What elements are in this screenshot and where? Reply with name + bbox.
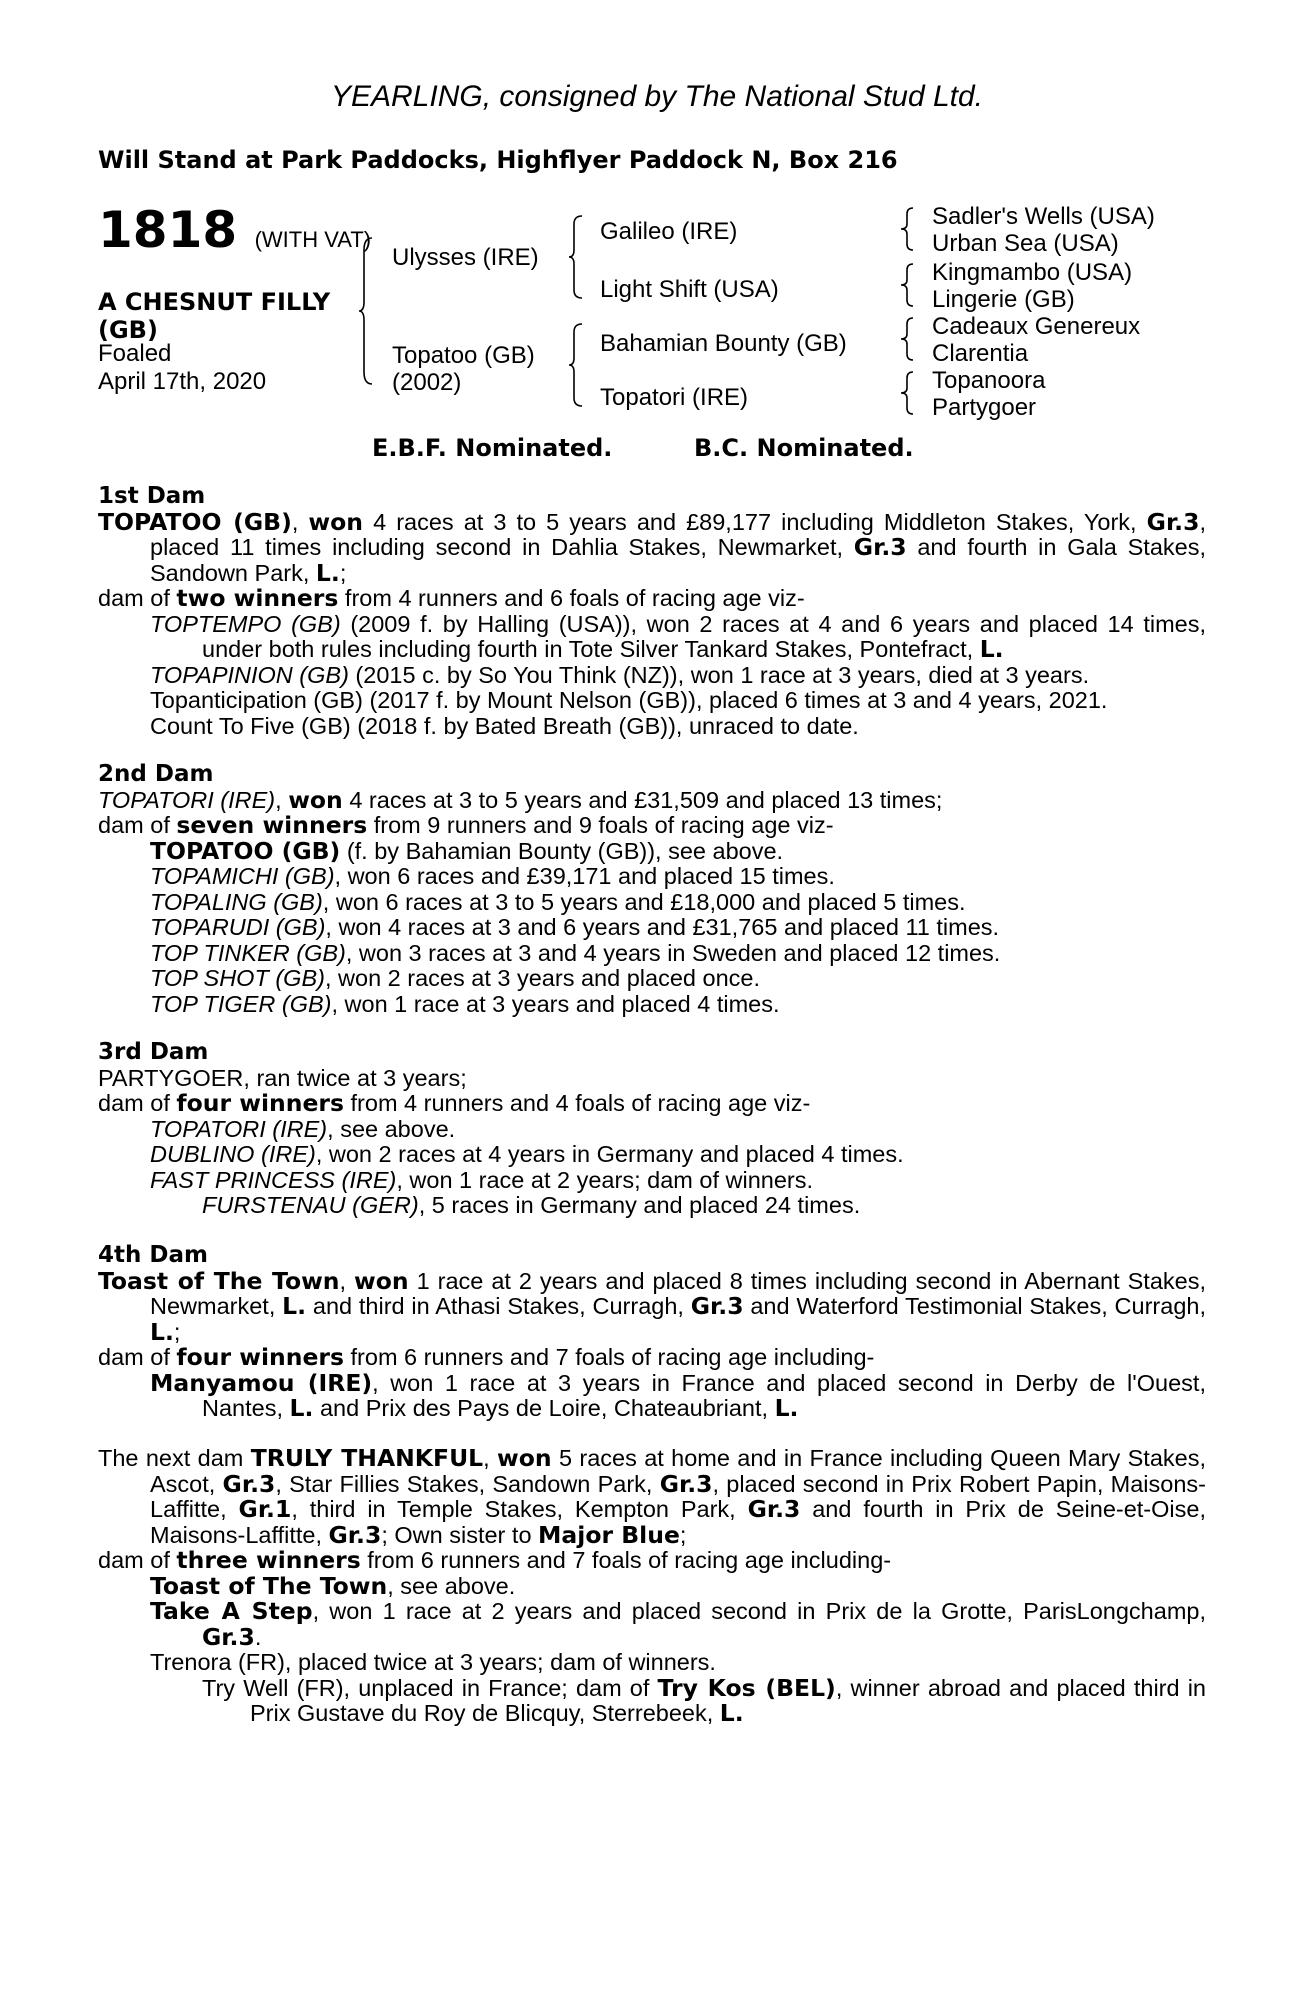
next-dam-produce-1: Toast of The Town, see above. (150, 1571, 516, 1600)
pedigree-brace-g3 (899, 316, 915, 362)
pedigree-dam-year: (2002) (392, 369, 462, 396)
first-dam-produce-3: Topanticipation (GB) (2017 f. by Mount Nelson (GB)), placed 6 times at 3 and 4 years, 2021. (150, 687, 1108, 713)
pedigree-dam-sire: Bahamian Bounty (GB) (600, 330, 847, 357)
pedigree-sire: Ulysses (IRE) (392, 244, 539, 271)
first-dam-section (98, 484, 1206, 739)
second-dam-heading: 2nd Dam (98, 761, 214, 787)
pedigree-brace-g1 (899, 206, 915, 252)
third-dam-record: PARTYGOER, ran twice at 3 years; (98, 1064, 467, 1091)
pedigree-brace-dam (568, 322, 584, 408)
pedigree-sire-sire: Galileo (IRE) (600, 218, 738, 245)
pedigree-gen3-3: Kingmambo (USA) (932, 259, 1133, 286)
ebf-nomination: E.B.F. Nominated. (372, 434, 613, 462)
fourth-dam-produce-1: Manyamou (IRE), won 1 race at 3 years in France and placed second in Derby de l'Ouest, Nantes, L. and Prix des Pays de Loire, Chateaubriant, L. (150, 1368, 1206, 1422)
sex-color: A CHESNUT FILLY (98, 288, 331, 316)
second-dam-produce-3: TOPALING (GB), won 6 races at 3 to 5 years and £18,000 and placed 5 times. (150, 888, 966, 915)
lot-number-block (98, 201, 372, 266)
pedigree-dam-dam: Topatori (IRE) (600, 384, 749, 411)
fourth-dam-produce-summary: dam of four winners from 6 runners and 7 foals of racing age including- (98, 1343, 875, 1371)
second-dam-produce-2: TOPAMICHI (GB), won 6 races and £39,171 and placed 15 times. (150, 863, 835, 889)
vat-note: (WITH VAT) (254, 227, 372, 252)
third-dam-produce-summary: dam of four winners from 4 runners and 4 foals of racing age viz- (98, 1089, 811, 1117)
third-dam-grandproduce-1: FURSTENAU (GER), 5 races in Germany and placed 24 times. (202, 1192, 861, 1218)
pedigree-brace-g4 (899, 370, 915, 416)
third-dam-heading: 3rd Dam (98, 1039, 209, 1065)
pedigree-gen3-5: Cadeaux Genereux (932, 313, 1141, 340)
pedigree-dam: Topatoo (GB) (392, 342, 535, 369)
next-dam-produce-summary: dam of three winners from 6 runners and 7 foals of racing age including- (98, 1546, 892, 1574)
pedigree-brace-main (358, 236, 374, 386)
next-dam-record: The next dam TRULY THANKFUL, won 5 races at home and in France including Queen Mary Stakes, Ascot, Gr.3, Star Fillies Stakes, Sandown Park, Gr.3, placed second in Prix Robert Papin, Maisons-Laffitte, Gr.1, third in Temple Stakes, Kempton Park, Gr.3 and fourth in Prix de Seine-et-Oise, Maisons-Laffitte, Gr.3; Own sister to Major Blue; (98, 1444, 1206, 1549)
next-dam-section (98, 1446, 1206, 1727)
second-dam-produce-6: TOP SHOT (GB), won 2 races at 3 years and placed once. (150, 965, 760, 991)
first-dam-produce-2: TOPAPINION (GB) (2015 c. by So You Think (NZ)), won 1 race at 3 years, died at 3 years. (150, 661, 1090, 688)
lot-number: 1818 (98, 201, 238, 259)
foaled-info (98, 340, 266, 396)
foaled-date: April 17th, 2020 (98, 368, 267, 395)
foaled-label: Foaled (98, 340, 172, 367)
next-dam-grandproduce-1: Try Well (FR), unplaced in France; dam of Try Kos (BEL), winner abroad and placed third in Prix Gustave du Roy de Blicquy, Sterrebeek, L. (202, 1673, 1206, 1727)
third-dam-produce-2: DUBLINO (IRE), won 2 races at 4 years in Germany and placed 4 times. (150, 1141, 904, 1167)
horse-origin: (GB) (98, 316, 158, 344)
third-dam-section (98, 1040, 1206, 1219)
pedigree-brace-g2 (899, 262, 915, 308)
stand-location: Will Stand at Park Paddocks, Highflyer Paddock N, Box 216 (98, 146, 898, 174)
pedigree-gen3-1: Sadler's Wells (USA) (932, 203, 1155, 230)
page-title: YEARLING, consigned by The National Stud Ltd. (330, 80, 984, 113)
pedigree-sire-dam: Light Shift (USA) (600, 276, 779, 303)
pedigree-gen3-4: Lingerie (GB) (932, 286, 1075, 313)
second-dam-section (98, 762, 1206, 1017)
horse-description (98, 288, 330, 344)
pedigree-gen3-7: Topanoora (932, 367, 1046, 394)
first-dam-produce-1: TOPTEMPO (GB) (2009 f. by Halling (USA)), won 2 races at 4 and 6 years and placed 14 times, under both rules including fourth in Tote Silver Tankard Stakes, Pontefract, L. (150, 610, 1206, 663)
second-dam-produce-7: TOP TIGER (GB), won 1 race at 3 years and placed 4 times. (150, 990, 780, 1017)
fourth-dam-section (98, 1243, 1206, 1422)
first-dam-produce-4: Count To Five (GB) (2018 f. by Bated Breath (GB)), unraced to date. (150, 712, 859, 739)
second-dam-produce-summary: dam of seven winners from 9 runners and 9 foals of racing age viz- (98, 811, 834, 839)
second-dam-produce-5: TOP TINKER (GB), won 3 races at 3 and 4 years in Sweden and placed 12 times. (150, 939, 1001, 966)
pedigree-gen3-8: Partygoer (932, 394, 1037, 421)
pedigree-gen3-2: Urban Sea (USA) (932, 230, 1119, 257)
second-dam-produce-4: TOPARUDI (GB), won 4 races at 3 and 6 years and £31,765 and placed 11 times. (150, 914, 1000, 940)
pedigree-brace-sire (568, 214, 584, 300)
pedigree-gen3-6: Clarentia (932, 340, 1029, 367)
fourth-dam-heading: 4th Dam (98, 1242, 208, 1268)
first-dam-heading: 1st Dam (98, 483, 206, 509)
next-dam-produce-2: Take A Step, won 1 race at 2 years and placed second in Prix de la Grotte, ParisLongchamp, Gr.3. (150, 1597, 1206, 1651)
next-dam-produce-3: Trenora (FR), placed twice at 3 years; dam of winners. (150, 1649, 716, 1675)
second-dam-produce-1: TOPATOO (GB) (f. by Bahamian Bounty (GB)), see above. (150, 836, 784, 865)
bc-nomination: B.C. Nominated. (694, 434, 914, 462)
fourth-dam-record: Toast of The Town, won 1 race at 2 years and placed 8 times including second in Abernant Stakes, Newmarket, L. and third in Athasi Stakes, Curragh, Gr.3 and Waterford Testimonial Stakes, Curragh, L.; (98, 1266, 1206, 1346)
second-dam-record: TOPATORI (IRE), won 4 races at 3 to 5 years and £31,509 and placed 13 times; (98, 785, 943, 814)
first-dam-produce-summary: dam of two winners from 4 runners and 6 foals of racing age viz- (98, 584, 805, 612)
third-dam-produce-3: FAST PRINCESS (IRE), won 1 race at 2 years; dam of winners. (150, 1166, 814, 1193)
third-dam-produce-1: TOPATORI (IRE), see above. (150, 1115, 456, 1142)
first-dam-record: TOPATOO (GB), won 4 races at 3 to 5 years and £89,177 including Middleton Stakes, York, Gr.3, placed 11 times including second in Dahlia Stakes, Newmarket, Gr.3 and fourth in Gala Stakes, Sandown Park, L.; (98, 507, 1207, 587)
